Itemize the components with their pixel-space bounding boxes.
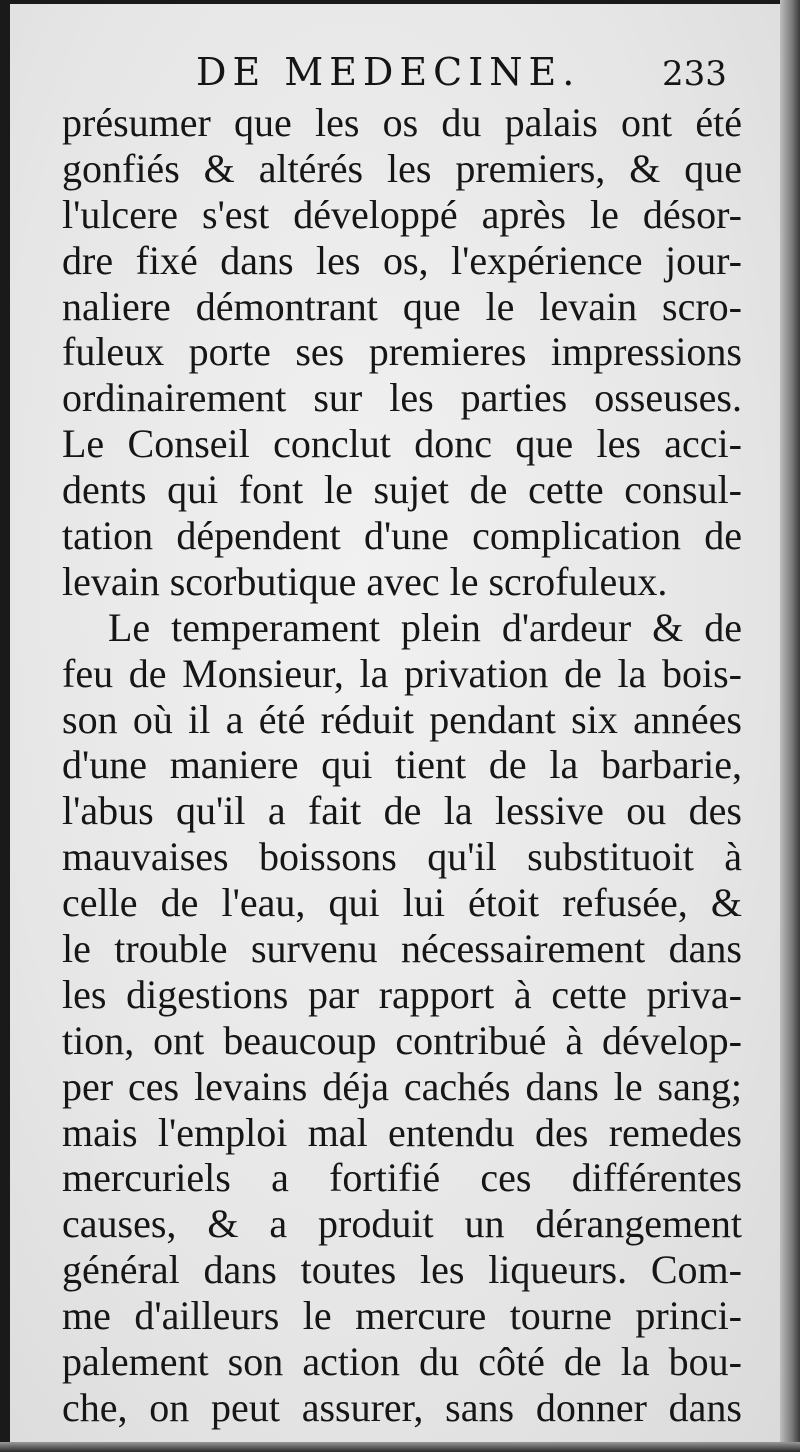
text-line: naliere démontrant que le levain scro- [62,283,742,329]
text-line: le trouble survenu nécessairement dans [62,926,742,972]
text-line: présumer que les os du palais ont été [62,100,742,145]
page-bottom-shadow [0,1442,800,1452]
text-line: causes, & a produit un dérangement [62,1201,742,1247]
text-line: mais l'emploi mal entendu des remedes [62,1109,742,1155]
book-page [10,4,780,1444]
text-line: son où il a été réduit pendant six années [62,696,742,742]
text-line: les digestions par rapport à cette priva- [62,971,742,1017]
text-line: tation dépendent d'une complication de [62,513,742,559]
text-line: palement son action du côté de la bou- [62,1339,742,1385]
page-number: 233 [662,54,727,94]
text-line: d'une maniere qui tient de la barbarie, [62,742,742,788]
text-line: per ces levains déja cachés dans le sang; [62,1063,742,1109]
body-text [62,100,742,1431]
text-line-paragraph-end: levain scorbutique avec le scrofuleux. [62,558,668,604]
text-line: che, on peut assurer, sans donner dans [62,1384,742,1430]
text-line: me d'ailleurs le mercure tourne princi- [62,1293,742,1339]
running-head: DE MEDECINE. [196,50,581,94]
text-line: l'ulcere s'est développé après le désor- [62,191,742,237]
text-line-paragraph-start: Le temperament plein d'ardeur & de [108,604,742,650]
page-edge-shadow [780,0,800,1452]
text-line: dents qui font le sujet de cette consul- [62,467,742,513]
text-line: gonfiés & altérés les premiers, & que [62,145,742,191]
text-line: mercuriels a fortifié ces différentes [62,1155,742,1201]
text-line: tion, ont beaucoup contribué à dévelop- [62,1017,742,1063]
text-line: mauvaises boissons qu'il substituoit à [62,834,742,880]
text-line: dre fixé dans les os, l'expérience jour- [62,237,742,283]
text-line: Le Conseil conclut donc que les acci- [62,421,742,467]
text-line: fuleux porte ses premieres impressions [62,329,742,375]
text-line: celle de l'eau, qui lui étoit refusée, & [62,880,742,926]
text-line: feu de Monsieur, la privation de la bois- [62,650,742,696]
text-line: l'abus qu'il a fait de la lessive ou des [62,788,742,834]
text-line: ordinairement sur les parties osseuses. [62,375,742,421]
text-line: général dans toutes les liqueurs. Com- [62,1247,742,1293]
